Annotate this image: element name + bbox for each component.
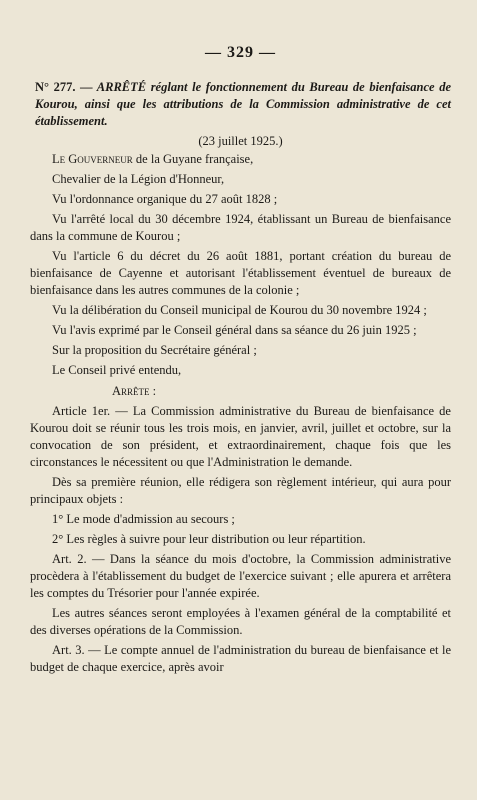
arrete-label: Arrête : — [112, 384, 157, 398]
paragraph-text: Chevalier de la Légion d'Honneur, — [52, 172, 225, 186]
preamble-paragraph — [30, 191, 451, 208]
paragraph-text: Vu la délibération du Conseil municipal de Kourou du 30 novembre 1924 ; — [52, 303, 427, 317]
article-paragraph: 1° Le mode d'admission au secours ; — [52, 512, 235, 526]
decree-heading — [35, 79, 451, 130]
article-paragraph: Art. 3. — Le compte annuel de l'administration du bureau de bienfaisance et le budget de chaque exercice, après avoir — [30, 643, 451, 674]
decree-number: N° 277. — [35, 80, 76, 94]
page-number: — 329 — — [205, 44, 276, 61]
article-paragraph: 2° Les règles à suivre pour leur distribution ou leur répartition. — [52, 532, 366, 546]
preamble-paragraph — [30, 322, 451, 339]
paragraph-text: Vu l'avis exprimé par le Conseil général dans sa séance du 26 juin 1925 ; — [52, 323, 417, 337]
governor-title: Le Gouverneur — [52, 152, 133, 166]
article-paragraph: Art. 2. — Dans la séance du mois d'octobre, la Commission administrative procèdera à l'établissement du budget de l'exercice suivant ; elle apurera et arrêtera les comptes du Trésorier pour l'année expirée. — [30, 552, 451, 600]
preamble-paragraph — [30, 211, 451, 245]
preamble-paragraph — [30, 151, 451, 168]
paragraph-text: de la Guyane française, — [132, 152, 254, 166]
article-paragraph: Dès sa première réunion, elle rédigera son règlement intérieur, qui aura pour principaux objets : — [30, 475, 451, 506]
paragraph-text: Sur la proposition du Secrétaire général ; — [52, 343, 257, 357]
preamble-paragraph — [30, 302, 451, 319]
preamble-paragraph — [30, 248, 451, 299]
preamble-paragraph — [30, 171, 451, 188]
paragraph-text: Vu l'arrêté local du 30 décembre 1924, établissant un Bureau de bienfaisance dans la commune de Kourou ; — [30, 212, 451, 243]
articles — [30, 403, 451, 676]
preamble-paragraph — [30, 342, 451, 359]
paragraph-text: Le Conseil privé entendu, — [52, 363, 182, 377]
paragraph-text: Vu l'ordonnance organique du 27 août 1828 ; — [52, 192, 278, 206]
article-paragraph: Article 1er. — La Commission administrative du Bureau de bienfaisance de Kourou doit se réunir tous les trois mois, en janvier, avril, juillet et octobre, sur la convocation de son président, et extraordinairement, chaque fois que les circonstances le nécessitent ou que l'Administration le demande. — [30, 404, 451, 469]
decree-date: (23 juillet 1925.) — [198, 134, 283, 148]
preamble — [30, 151, 451, 379]
article-paragraph: Les autres séances seront employées à l'examen général de la comptabilité et des diverses opérations de la Commission. — [30, 606, 451, 637]
decree-title: — ARRÊTÉ réglant le fonctionnement du Bureau de bienfaisance de Kourou, ainsi que les attributions de la Commission administrative de cet établissement. — [35, 80, 452, 128]
paragraph-text: Vu l'article 6 du décret du 26 août 1881, portant création du bureau de bienfaisance de Cayenne et autorisant l'établissement éventuel de bureaux de bienfaisance dans les autres communes de la colonie ; — [30, 249, 451, 297]
preamble-paragraph — [30, 362, 451, 379]
